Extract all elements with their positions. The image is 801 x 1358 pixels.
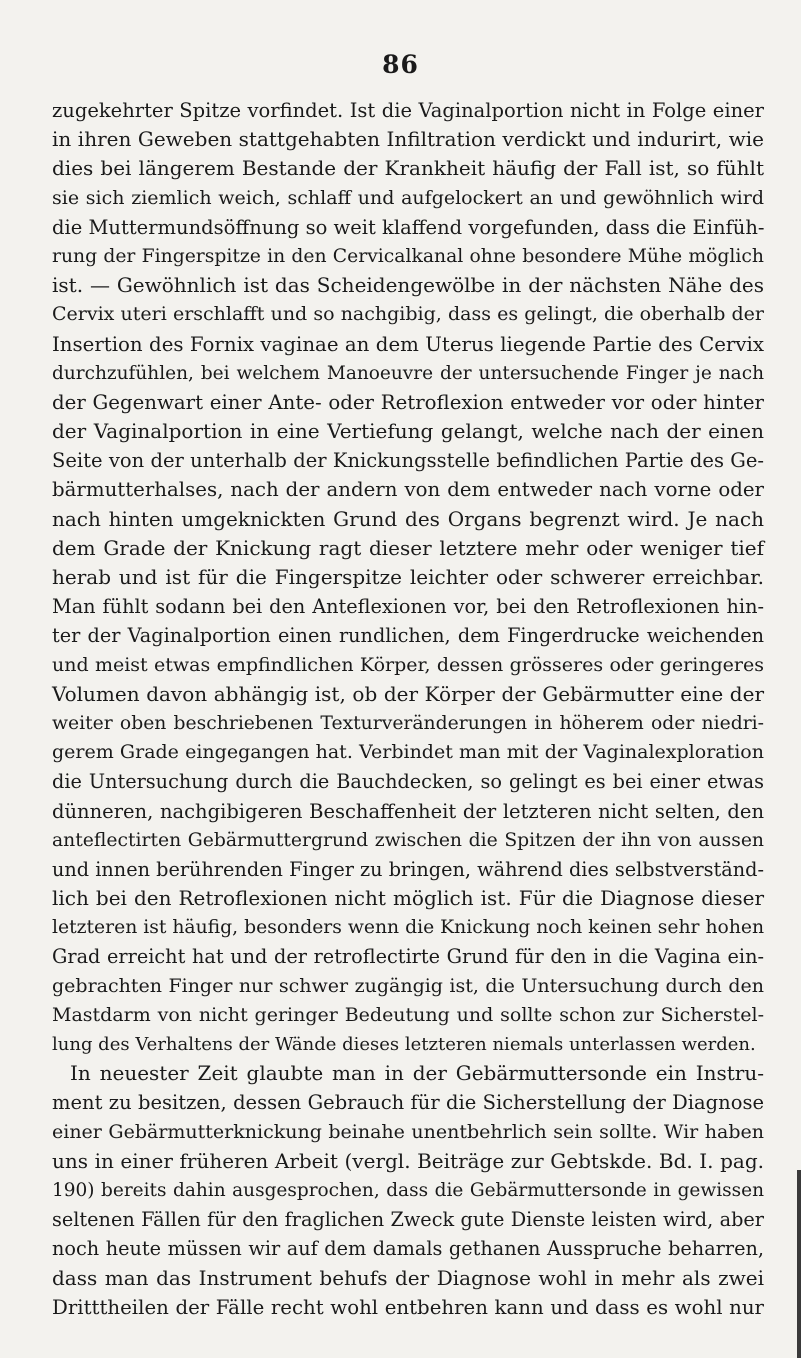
page-edge-shadow [797,1170,801,1358]
text-line: letzteren ist häufig, besonders wenn die Knickung noch keinen sehr hohen [52,917,765,939]
text-line: dem Grade der Knickung ragt dieser letztere mehr oder weniger tief [52,535,764,560]
text-line: noch heute müssen wir auf dem damals gethanen Ausspruche beharren, [52,1237,764,1261]
text-line: zugekehrter Spitze vorfindet. Ist die Vaginalportion nicht in Folge einer [52,99,764,122]
text-line: sie sich ziemlich weich, schlaff und aufgelockert an und gewöhnlich wird [52,186,764,209]
text-line: Dritttheilen der Fälle recht wohl entbehren kann und dass es wohl nur [52,1295,764,1319]
text-line: Grad erreicht hat und der retroflectirte Grund für den in die Vagina ein- [52,945,764,969]
text-line: Volumen davon abhängig ist, ob der Körper der Gebärmutter eine der [52,681,764,706]
text-line: weiter oben beschriebenen Texturveränderungen in höherem oder niedri- [52,712,764,734]
text-line: Cervix uteri erschlafft und so nachgibig, dass es gelingt, die oberhalb der [52,303,764,326]
text-line: dass man das Instrument behufs der Diagnose wohl in mehr als zwei [52,1265,764,1290]
text-line: 190) bereits dahin ausgesprochen, dass die Gebärmuttersonde in gewissen [52,1179,764,1201]
text-line: bärmutterhalses, nach der andern von dem entweder nach vorne oder [52,478,764,502]
text-line: und meist etwas empfindlichen Körper, dessen grösseres oder geringeres [52,653,764,676]
text-line: der Gegenwart einer Ante- oder Retroflexion entweder vor oder hinter [52,390,764,414]
text-line: Man fühlt sodann bei den Anteflexionen vor, bei den Retroflexionen hin- [52,595,764,619]
text-line: die Muttermundsöffnung so weit klaffend vorgefunden, dass die Einfüh- [52,215,765,239]
text-line: der Vaginalportion in eine Vertiefung gelangt, welche nach der einen [52,419,764,444]
text-line: ist. — Gewöhnlich ist das Scheidengewölbe in der nächsten Nähe des [52,273,764,298]
text-line: ter der Vaginalportion einen rundlichen, dem Fingerdrucke weichenden [52,624,764,648]
text-line: anteflectirten Gebärmuttergrund zwischen die Spitzen der ihn von aussen [52,829,764,851]
text-line: Insertion des Fornix vaginae an dem Uterus liegende Partie des Cervix [52,332,764,356]
text-line: uns in einer früheren Arbeit (vergl. Beiträge zur Gebtskde. Bd. I. pag. [52,1148,764,1173]
text-line: Seite von der unterhalb der Knickungsstelle befindlichen Partie des Ge- [52,449,764,473]
page-number: 86 [382,50,419,79]
text-line: In neuester Zeit glaubte man in der Gebärmuttersonde ein Instru- [70,1061,764,1086]
text-line: seltenen Fällen für den fraglichen Zweck gute Dienste leisten wird, aber [52,1208,764,1232]
text-line: und innen berührenden Finger zu bringen, während dies selbstverständ- [52,857,764,881]
text-line: gebrachten Finger nur schwer zugängig ist, die Untersuchung durch den [52,974,764,997]
text-line: einer Gebärmutterknickung beinahe unentbehrlich sein sollte. Wir haben [52,1120,764,1143]
text-line: die Untersuchung durch die Bauchdecken, so gelingt es bei einer etwas [52,770,764,794]
text-line: herab und ist für die Fingerspitze leichter oder schwerer erreichbar. [52,565,764,589]
text-line: durchzufühlen, bei welchem Manoeuvre der untersuchende Finger je nach [52,362,764,384]
text-line: lich bei den Retroflexionen nicht möglich ist. Für die Diagnose dieser [52,886,764,911]
text-line: lung des Verhaltens der Wände dieses letzteren niemals unterlassen werden. [52,1034,756,1055]
text-line: gerem Grade eingegangen hat. Verbindet man mit der Vaginalexploration [52,741,764,764]
text-line: Mastdarm von nicht geringer Bedeutung und sollte schon zur Sicherstel- [52,1003,764,1026]
text-line: in ihren Geweben stattgehabten Infiltration verdickt und indurirt, wie [52,127,764,152]
text-line: ment zu besitzen, dessen Gebrauch für die Sicherstellung der Diagnose [52,1091,764,1115]
text-line: rung der Fingerspitze in den Cervicalkanal ohne besondere Mühe möglich [52,245,764,267]
text-line: nach hinten umgeknickten Grund des Organs begrenzt wird. Je nach [52,506,764,531]
text-line: dies bei längerem Bestande der Krankheit häufig der Fall ist, so fühlt [52,156,764,181]
body-text [52,96,764,1322]
text-line: dünneren, nachgibigeren Beschaffenheit der letzteren nicht selten, den [52,799,764,823]
